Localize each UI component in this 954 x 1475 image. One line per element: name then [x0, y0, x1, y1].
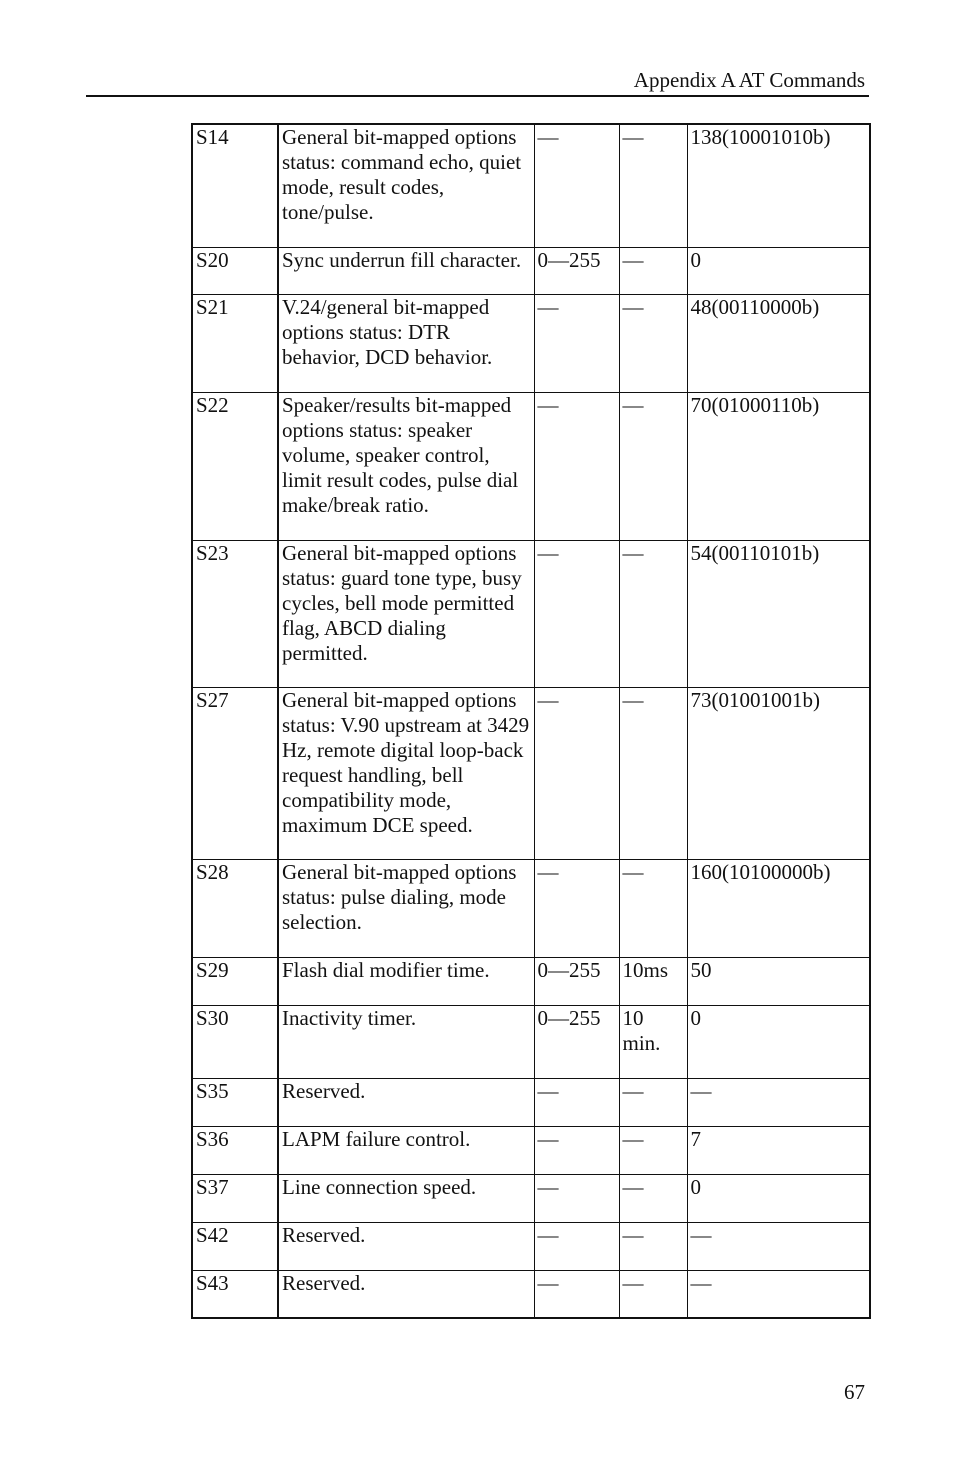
- table-row: [192, 1126, 870, 1174]
- register-cell: S27: [192, 687, 278, 859]
- register-cell: S28: [192, 859, 278, 957]
- units-cell: —: [619, 1222, 687, 1270]
- description-cell: General bit-mapped options status: guard tone type, busy cycles, bell mode permitted flag, ABCD dialing permitted.: [278, 540, 534, 687]
- default-cell: —: [687, 1270, 870, 1318]
- units-cell: —: [619, 1174, 687, 1222]
- register-cell: S20: [192, 247, 278, 294]
- table-row: [192, 1222, 870, 1270]
- description-cell: Flash dial modifier time.: [278, 957, 534, 1005]
- table-row: [192, 687, 870, 859]
- default-cell: 160(10100000b): [687, 859, 870, 957]
- s-register-table: [191, 123, 871, 1319]
- description-cell: Sync underrun fill character.: [278, 247, 534, 294]
- range-cell: —: [534, 1078, 619, 1126]
- default-cell: 0: [687, 1005, 870, 1078]
- range-cell: —: [534, 859, 619, 957]
- default-cell: 0: [687, 1174, 870, 1222]
- description-cell: Line connection speed.: [278, 1174, 534, 1222]
- units-cell: —: [619, 540, 687, 687]
- units-cell: —: [619, 124, 687, 247]
- register-cell: S35: [192, 1078, 278, 1126]
- register-cell: S36: [192, 1126, 278, 1174]
- register-cell: S37: [192, 1174, 278, 1222]
- description-cell: Reserved.: [278, 1078, 534, 1126]
- header-rule: [86, 95, 869, 97]
- units-cell: —: [619, 294, 687, 392]
- units-cell: —: [619, 1270, 687, 1318]
- range-cell: —: [534, 1126, 619, 1174]
- table-row: [192, 540, 870, 687]
- table-row: [192, 1174, 870, 1222]
- range-cell: —: [534, 540, 619, 687]
- table-row: [192, 294, 870, 392]
- description-cell: General bit-mapped options status: pulse dialing, mode selection.: [278, 859, 534, 957]
- table-row: [192, 1270, 870, 1318]
- units-cell: —: [619, 1078, 687, 1126]
- description-cell: General bit-mapped options status: command echo, quiet mode, result codes, tone/pulse.: [278, 124, 534, 247]
- default-cell: 73(01001001b): [687, 687, 870, 859]
- register-cell: S43: [192, 1270, 278, 1318]
- table-row: [192, 957, 870, 1005]
- range-cell: 0—255: [534, 957, 619, 1005]
- description-cell: LAPM failure control.: [278, 1126, 534, 1174]
- default-cell: 48(00110000b): [687, 294, 870, 392]
- description-cell: Reserved.: [278, 1270, 534, 1318]
- description-cell: Reserved.: [278, 1222, 534, 1270]
- table-row: [192, 124, 870, 247]
- default-cell: 50: [687, 957, 870, 1005]
- range-cell: —: [534, 687, 619, 859]
- table-row: [192, 1078, 870, 1126]
- default-cell: 7: [687, 1126, 870, 1174]
- range-cell: 0—255: [534, 247, 619, 294]
- description-cell: Inactivity timer.: [278, 1005, 534, 1078]
- units-cell: —: [619, 247, 687, 294]
- register-cell: S21: [192, 294, 278, 392]
- table-row: [192, 1005, 870, 1078]
- default-cell: 0: [687, 247, 870, 294]
- register-cell: S14: [192, 124, 278, 247]
- default-cell: 138(10001010b): [687, 124, 870, 247]
- units-cell: —: [619, 687, 687, 859]
- register-cell: S29: [192, 957, 278, 1005]
- register-cell: S30: [192, 1005, 278, 1078]
- range-cell: —: [534, 124, 619, 247]
- units-cell: —: [619, 1126, 687, 1174]
- units-cell: —: [619, 859, 687, 957]
- range-cell: 0—255: [534, 1005, 619, 1078]
- description-cell: V.24/general bit-mapped options status: DTR behavior, DCD behavior.: [278, 294, 534, 392]
- description-cell: General bit-mapped options status: V.90 upstream at 3429 Hz, remote digital loop-back request handling, bell compatibility mode, maximum DCE speed.: [278, 687, 534, 859]
- description-cell: Speaker/results bit-mapped options status: speaker volume, speaker control, limit result codes, pulse dial make/break ratio.: [278, 392, 534, 540]
- units-cell: 10ms: [619, 957, 687, 1005]
- register-cell: S22: [192, 392, 278, 540]
- default-cell: 54(00110101b): [687, 540, 870, 687]
- range-cell: —: [534, 1174, 619, 1222]
- table-row: [192, 392, 870, 540]
- table-row: [192, 247, 870, 294]
- default-cell: 70(01000110b): [687, 392, 870, 540]
- units-cell: 10 min.: [619, 1005, 687, 1078]
- range-cell: —: [534, 1222, 619, 1270]
- range-cell: —: [534, 392, 619, 540]
- default-cell: —: [687, 1222, 870, 1270]
- running-header: Appendix A AT Commands: [633, 68, 865, 92]
- register-cell: S42: [192, 1222, 278, 1270]
- register-cell: S23: [192, 540, 278, 687]
- table-row: [192, 859, 870, 957]
- range-cell: —: [534, 294, 619, 392]
- range-cell: —: [534, 1270, 619, 1318]
- units-cell: —: [619, 392, 687, 540]
- page-number: 67: [844, 1380, 865, 1404]
- default-cell: —: [687, 1078, 870, 1126]
